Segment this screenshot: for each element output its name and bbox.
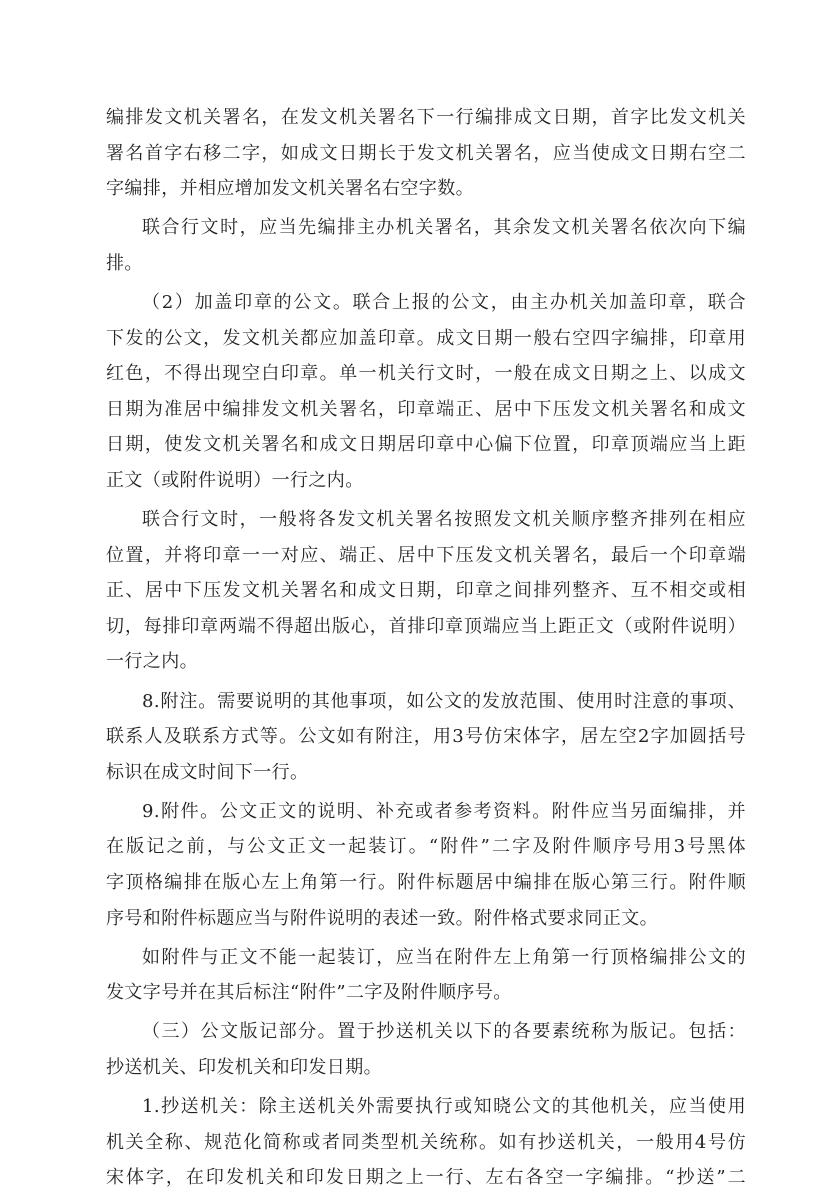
text-line: 联系人及联系方式等。公文如有附注，用3号仿宋体字，居左空2字加圆括号 — [106, 726, 746, 748]
text-line: 8.附注。需要说明的其他事项，如公文的发放范围、使用时注意的事项、 — [142, 690, 746, 712]
paragraph-version-section — [106, 1014, 746, 1085]
text-line: 排。 — [106, 252, 143, 274]
text-line: 发文字号并在其后标注“附件”二字及附件顺序号。 — [106, 982, 512, 1004]
text-line: 如附件与正文不能一起装订，应当在附件左上角第一行顶格编排公文的 — [142, 946, 746, 968]
text-line: 9.附件。公文正文的说明、补充或者参考资料。附件应当另面编排，并 — [142, 800, 746, 822]
text-line: 红色，不得出现空白印章。单一机关行文时，一般在成文日期之上、以成文 — [106, 363, 746, 385]
paragraph-notes — [106, 684, 746, 791]
text-line: 位置，并将印章一一对应、端正、居中下压发文机关署名，最后一个印章端 — [106, 544, 746, 566]
text-line: 切，每排印章两端不得超出版心，首排印章顶端应当上距正文（或附件说明） — [106, 615, 746, 637]
paragraph-stamped-document — [106, 285, 746, 499]
text-line: 编排发文机关署名，在发文机关署名下一行编排成文日期，首字比发文机关 — [106, 107, 746, 128]
text-line: 1.抄送机关：除主送机关外需要执行或知晓公文的其他机关，应当使用 — [142, 1096, 746, 1118]
text-line: 标识在成文时间下一行。 — [106, 761, 309, 783]
text-line: 字顶格编排在版心左上角第一行。附件标题居中编排在版心第三行。附件顺 — [106, 871, 746, 893]
document-body — [106, 100, 746, 1199]
text-line: 署名首字右移二字，如成文日期长于发文机关署名，应当使成文日期右空二 — [106, 142, 746, 164]
paragraph-joint-stamps — [106, 502, 746, 680]
text-line: 在版记之前，与公文正文一起装订。“附件”二字及附件顺序号用3号黑体 — [106, 836, 746, 858]
text-line: 机关全称、规范化简称或者同类型机关统称。如有抄送机关，一般用4号仿 — [106, 1131, 746, 1153]
text-line: 字编排，并相应增加发文机关署名右空字数。 — [106, 178, 474, 200]
paragraph-attachment-binding — [106, 940, 746, 1011]
paragraph-joint-issuance — [106, 210, 746, 281]
text-line: （三）公文版记部分。置于抄送机关以下的各要素统称为版记。包括： — [142, 1021, 746, 1043]
text-line: 抄送机关、印发机关和印发日期。 — [106, 1056, 382, 1078]
text-line: 联合行文时，一般将各发文机关署名按照发文机关顺序整齐排列在相应 — [142, 509, 746, 531]
text-line: 下发的公文，发文机关都应加盖印章。成文日期一般右空四字编排，印章用 — [106, 327, 746, 349]
text-line: （2）加盖印章的公文。联合上报的公文，由主办机关加盖印章，联合 — [142, 291, 746, 313]
text-line: 一行之内。 — [106, 651, 198, 673]
text-line: 日期为准居中编排发文机关署名，印章端正、居中下压发文机关署名和成文 — [106, 398, 746, 420]
text-line: 宋体字，在印发机关和印发日期之上一行、左右各空一字编排。“抄送”二 — [106, 1167, 746, 1189]
paragraph-cc-agencies — [106, 1089, 746, 1196]
text-line: 正、居中下压发文机关署名和成文日期，印章之间排列整齐、互不相交或相 — [106, 580, 746, 602]
text-line: 日期，使发文机关署名和成文日期居印章中心偏下位置，印章顶端应当上距 — [106, 434, 746, 456]
paragraph-attachments — [106, 794, 746, 936]
paragraph-signature-layout — [106, 100, 746, 207]
text-line: 序号和附件标题应当与附件说明的表述一致。附件格式要求同正文。 — [106, 907, 658, 929]
text-line: 联合行文时，应当先编排主办机关署名，其余发文机关署名依次向下编 — [142, 217, 746, 239]
text-line: 正文（或附件说明）一行之内。 — [106, 469, 364, 491]
